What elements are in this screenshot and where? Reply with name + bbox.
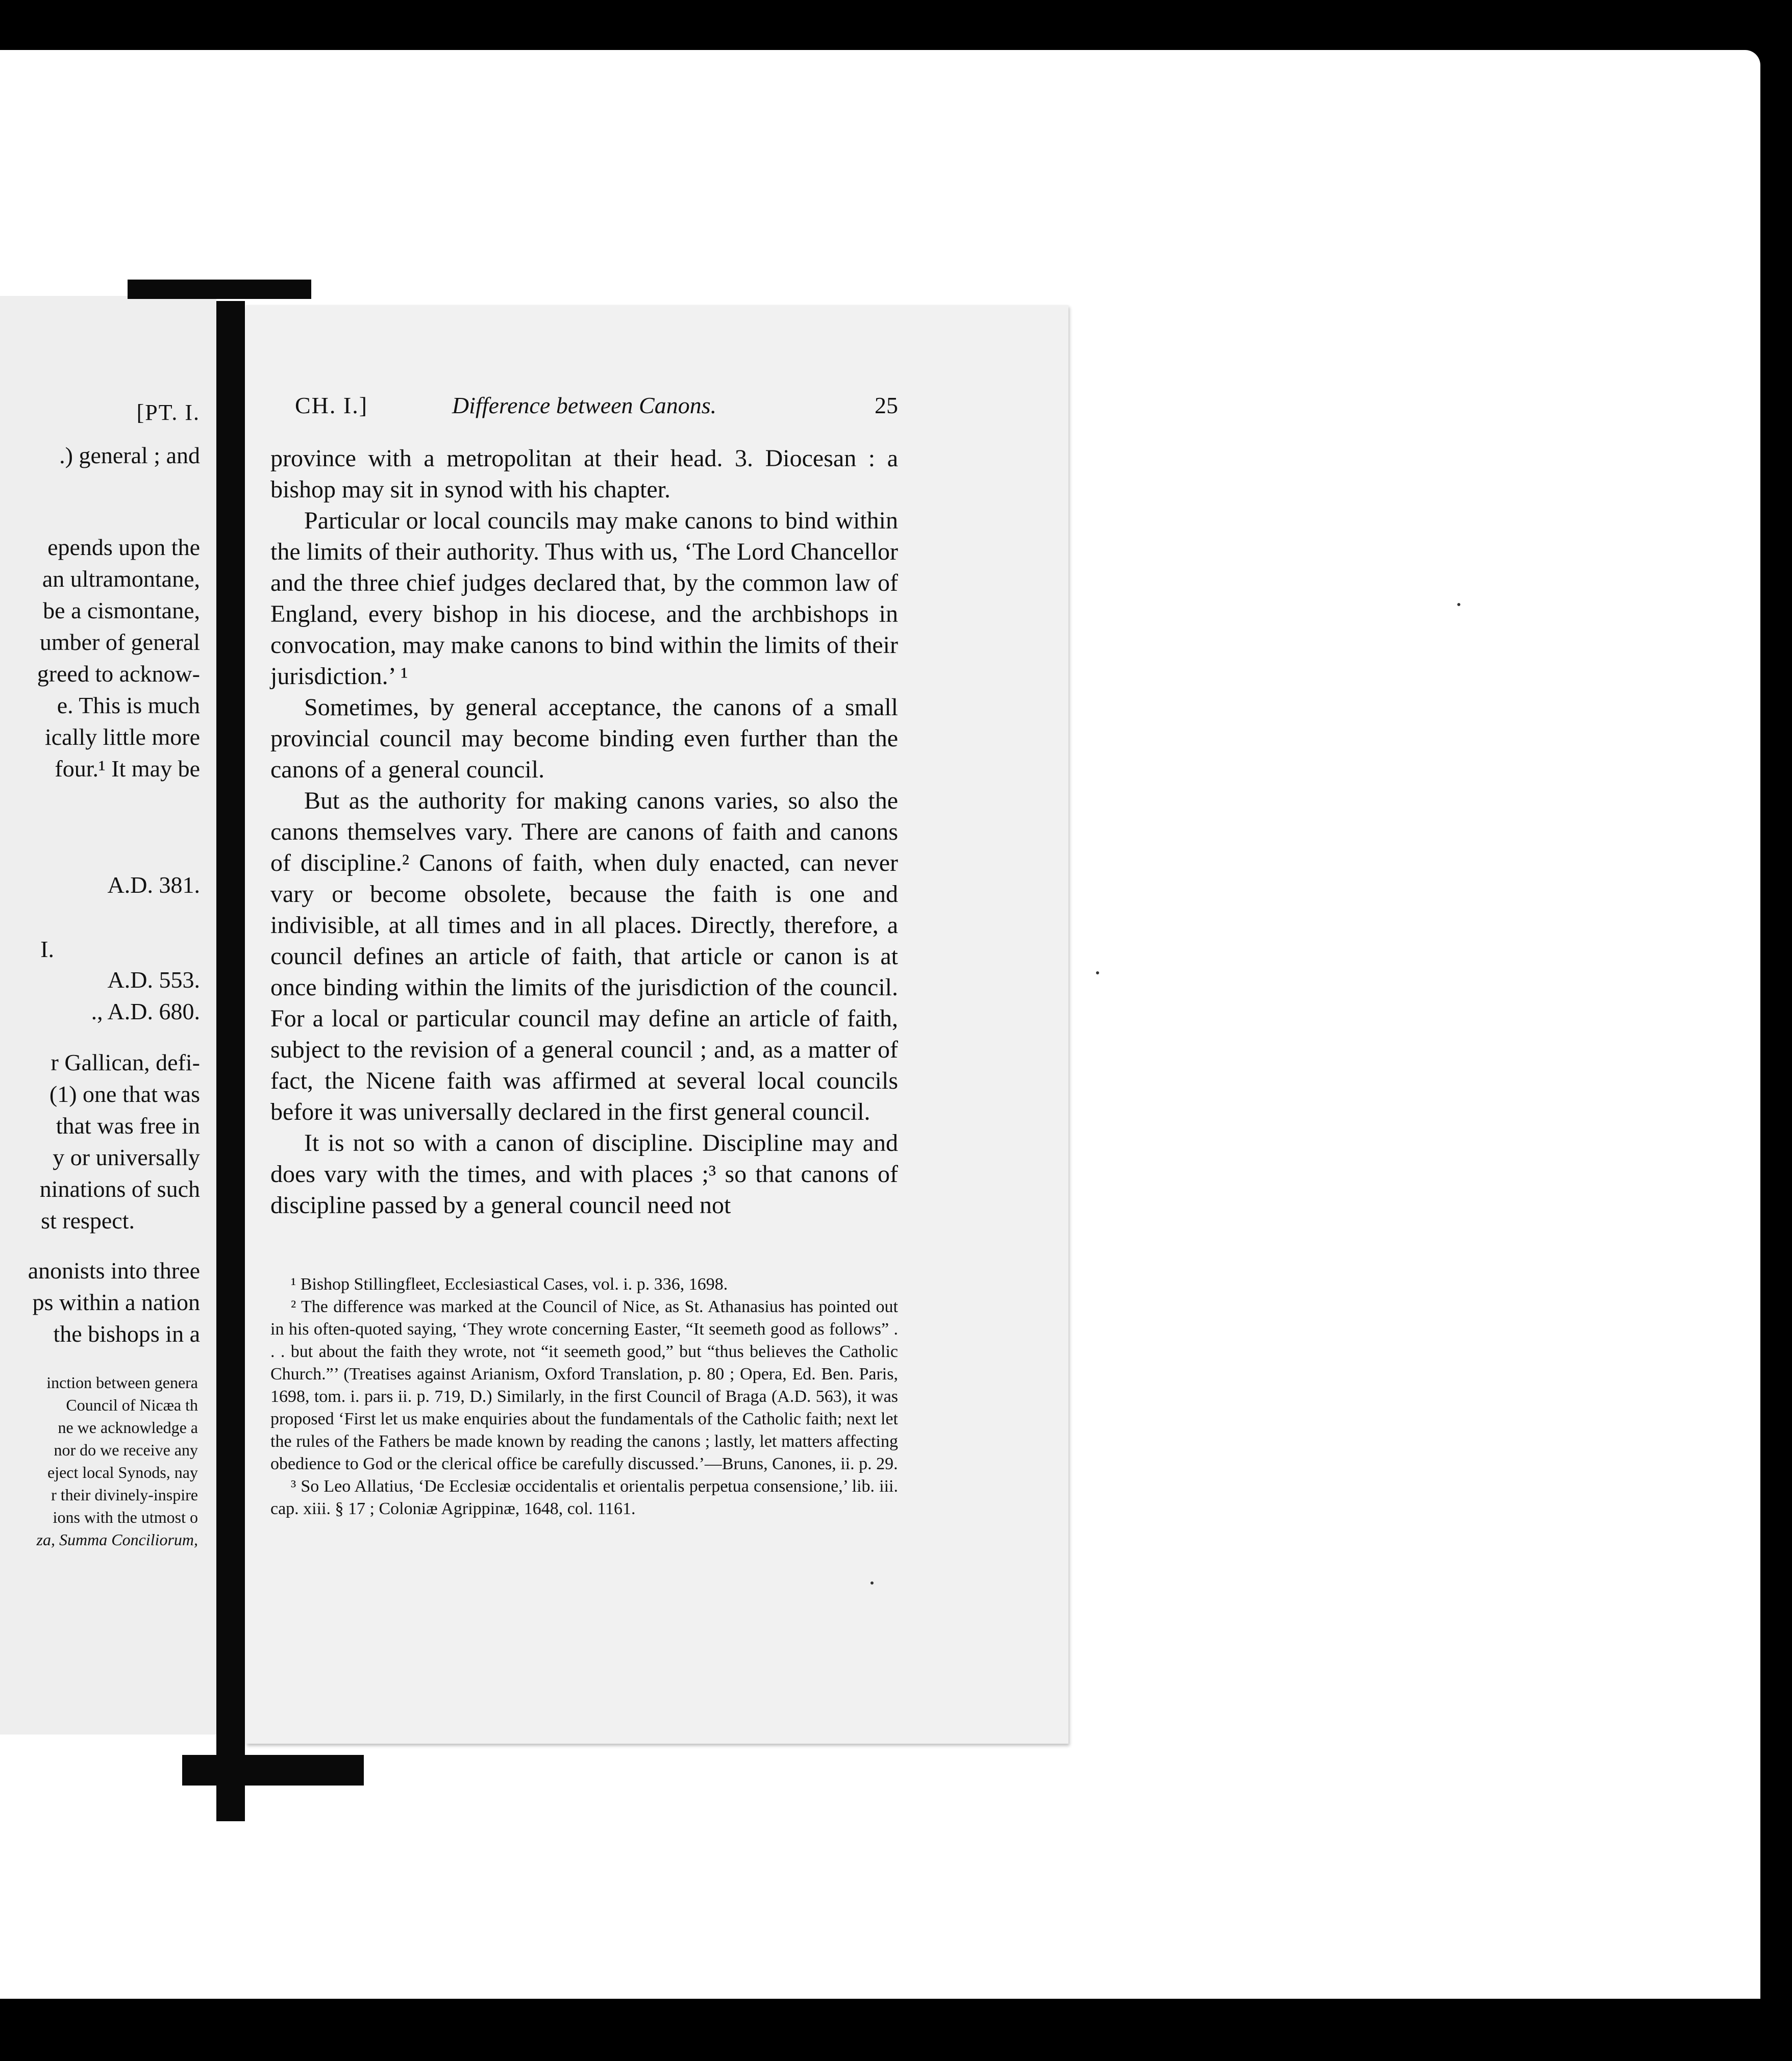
left-text-line: umber of general: [39, 629, 200, 655]
left-text-line: A.D. 381.: [107, 872, 200, 898]
right-page: [246, 305, 1068, 1744]
chapter-label: CH. I.]: [295, 392, 368, 418]
left-text-line: .) general ; and: [59, 442, 200, 468]
gutter-bottom-cap: [182, 1755, 364, 1786]
left-text-line: ically little more: [44, 724, 200, 750]
paragraph: province with a metropolitan at their head. 3. Diocesan : a bishop may sit in synod with his chapter.: [270, 445, 898, 503]
left-text-line: e. This is much: [57, 692, 200, 718]
left-note-line: eject local Synods, nay: [47, 1463, 198, 1481]
left-text-line: st respect.: [41, 1208, 135, 1234]
left-text-line: four.¹ It may be: [55, 756, 200, 782]
left-note-line: r their divinely-inspire: [51, 1486, 198, 1504]
left-text-line: ninations of such: [39, 1176, 200, 1202]
left-note-line: inction between genera: [46, 1373, 198, 1392]
paragraph: But as the authority for making canons varies, so also the canons themselves vary. There are canons of faith and canons of discipline.² Canons of faith, when duly enacted, can never vary or become obsolete, because the faith is one and indivisible, at all times and in all places. Directly, therefore, a council defines an article of faith, that article or canon is at once binding within the limits of the jurisdiction of the council. For a local or particular council may define an article of faith, subject to the revision of a general council ; and, as a matter of fact, the Nicene faith was affirmed at several local councils before it was universally declared in the first general council.: [270, 787, 898, 1125]
footnote: ¹ Bishop Stillingfleet, Ecclesiastical Cases, vol. i. p. 336, 1698.: [291, 1275, 728, 1294]
left-text-line: epends upon the: [47, 534, 200, 560]
paragraph: Particular or local councils may make canons to bind within the limits of their authority. Thus with us, ‘The Lord Chancellor and the three chief judges declared that, by the common law of England, every bishop in his diocese, and the archbishops in convocation, may make canons to bind within the limits of their jurisdiction.’ ¹: [270, 507, 898, 690]
footnote: ² The difference was marked at the Council of Nice, as St. Athanasius has pointed out in his often-quoted saying, ‘They wrote concerning Easter, “It seemeth good as follows” . . . but about the faith they wrote, not “it seemeth good,” but “thus believes the Catholic Church.”’ (Treatises against Arianism, Oxford Translation, p. 80 ; Opera, Ed. Ben. Paris, 1698, tom. i. pars ii. p. 719, D.) Similarly, in the first Council of Braga (A.D. 563), it was proposed ‘First let us make enquiries about the fundamentals of the Catholic faith; next let the rules of the Fathers be made known by reading the canons ; lastly, let matters affecting obedience to God or the clerical office be carefully discussed.’—Bruns, Canones, ii. p. 29.: [270, 1297, 898, 1473]
left-note-line: za, Summa Conciliorum,: [36, 1530, 198, 1549]
left-text-line: (1) one that was: [49, 1081, 200, 1107]
left-note-line: ions with the utmost o: [53, 1508, 198, 1526]
left-text-line: ps within a nation: [32, 1289, 200, 1315]
left-note-line: nor do we receive any: [54, 1441, 198, 1459]
left-running-head: [PT. I.: [136, 400, 200, 425]
left-text-line: A.D. 553.: [107, 967, 200, 993]
scan-speck: [1096, 971, 1099, 974]
paragraph: It is not so with a canon of discipline. Discipline may and does vary with the times, and with places ;³ so that canons of discipline passed by a general council need not: [270, 1129, 898, 1219]
book-gutter: [216, 301, 245, 1821]
gutter-top-cap: [128, 280, 311, 299]
left-text-line: an ultramontane,: [42, 566, 200, 592]
paragraph: Sometimes, by general acceptance, the canons of a small provincial council may become binding even further than the canons of a general council.: [270, 694, 898, 783]
left-text-line: be a cismontane,: [43, 597, 200, 623]
left-text-line: that was free in: [56, 1113, 200, 1139]
left-note-line: ne we acknowledge a: [58, 1418, 198, 1437]
scan-speck: [870, 1581, 874, 1585]
left-facing-page: [0, 296, 216, 1735]
scan-speck: [1457, 603, 1460, 606]
left-text-line: y or universally: [53, 1144, 200, 1170]
page-number: 25: [875, 392, 898, 418]
left-note-line: Council of Nicæa th: [66, 1396, 198, 1414]
left-text-line: anonists into three: [28, 1258, 200, 1284]
left-text-line: the bishops in a: [53, 1321, 200, 1347]
left-text-line: I.: [40, 936, 54, 962]
footnote: ³ So Leo Allatius, ‘De Ecclesiæ occidentalis et orientalis perpetua consensione,’ lib. iii. cap. xiii. § 17 ; Coloniæ Agrippinæ, 1648, col. 1161.: [270, 1477, 898, 1518]
body-text: [270, 443, 898, 1221]
page-heading: Difference between Canons.: [452, 392, 717, 418]
footnotes: [270, 1273, 898, 1520]
running-head: [270, 392, 898, 422]
left-text-line: ., A.D. 680.: [91, 998, 200, 1024]
left-text-line: r Gallican, defi-: [51, 1049, 200, 1075]
left-text-line: greed to acknow-: [37, 661, 200, 687]
